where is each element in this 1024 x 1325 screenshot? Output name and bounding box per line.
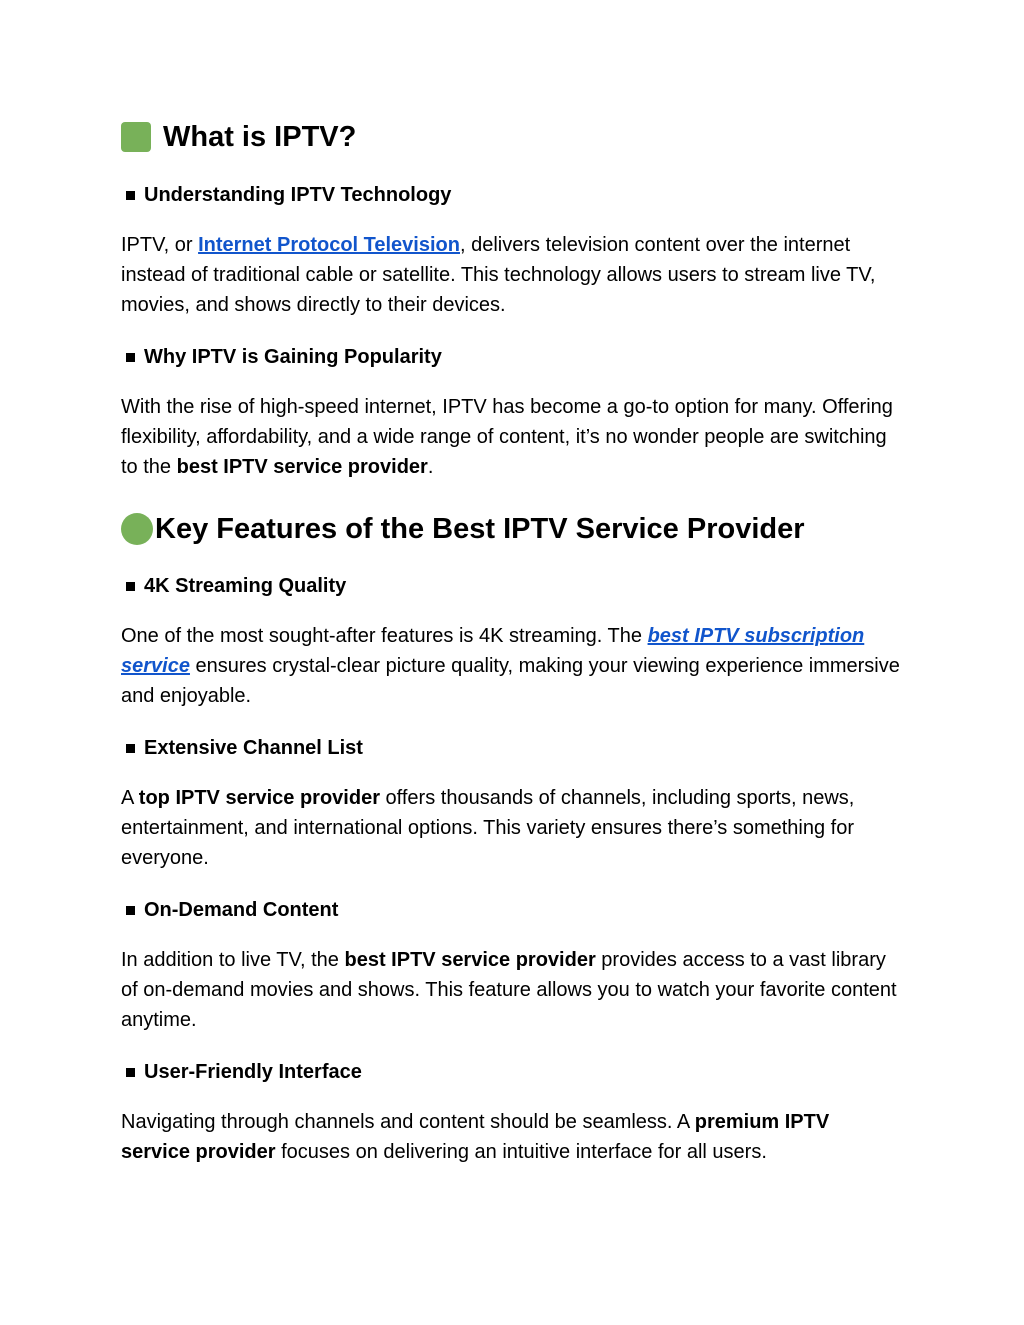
square-bullet-icon: [126, 191, 135, 200]
bold-phrase: top IPTV service provider: [138, 787, 380, 809]
subheading-text: User-Friendly Interface: [144, 1061, 362, 1083]
square-bullet-icon: [126, 744, 135, 753]
paragraph-on-demand: [121, 945, 901, 1035]
bold-phrase: best IPTV service provider: [344, 949, 596, 971]
subheading-4k-streaming: [121, 572, 901, 600]
paragraph-text: ensures crystal-clear picture quality, making your viewing experience immersive and enjoyable.: [121, 655, 900, 707]
square-bullet-icon: [126, 906, 135, 915]
subheading-channel-list: [121, 734, 901, 762]
paragraph-text: A: [121, 787, 139, 809]
subheading-text: Why IPTV is Gaining Popularity: [144, 346, 442, 368]
square-bullet-icon: [126, 582, 135, 591]
square-bullet-icon: [126, 353, 135, 362]
paragraph-text: IPTV, or: [121, 234, 199, 256]
section-heading-key-features: [121, 509, 901, 549]
square-bullet-icon: [126, 1068, 135, 1077]
paragraph-channel-list: [121, 783, 901, 873]
bold-phrase: premium IPTV service provider: [121, 1111, 830, 1163]
paragraph-text: With the rise of high-speed internet, IPTV has become a go-to option for many. Offering flexibility, affordability, and a wide range of content, it’s no wonder people are switching to the: [121, 396, 893, 478]
subheading-text: 4K Streaming Quality: [144, 575, 347, 597]
green-square-icon: [121, 122, 151, 152]
subheading-user-friendly: [121, 1058, 901, 1086]
paragraph-text: In addition to live TV, the: [121, 949, 345, 971]
subheading-text: On-Demand Content: [144, 899, 339, 921]
paragraph-understanding-iptv: [121, 230, 901, 320]
subheading-on-demand: [121, 896, 901, 924]
document-page: [121, 117, 901, 1167]
paragraph-user-friendly: [121, 1107, 901, 1167]
bold-phrase: best IPTV service provider: [176, 456, 428, 478]
section-heading-what-is-iptv: [121, 117, 901, 157]
paragraph-text: provides access to a vast library of on-demand movies and shows. This feature allows you to watch your favorite content anytime.: [121, 949, 897, 1031]
subheading-why-iptv-popular: [121, 343, 901, 371]
best-iptv-subscription-link[interactable]: best IPTV subscription service: [121, 625, 865, 677]
paragraph-text: One of the most sought-after features is 4K streaming. The: [121, 625, 648, 647]
subheading-text: Extensive Channel List: [144, 737, 363, 759]
paragraph-text: focuses on delivering an intuitive interface for all users.: [275, 1141, 767, 1163]
paragraph-text: offers thousands of channels, including sports, news, entertainment, and international options. This variety ensures there’s something for everyone.: [121, 787, 855, 869]
subheading-text: Understanding IPTV Technology: [144, 184, 452, 206]
section-heading-text: Key Features of the Best IPTV Service Provider: [155, 513, 805, 545]
internet-protocol-television-link[interactable]: Internet Protocol Television: [198, 234, 460, 256]
section-heading-text: What is IPTV?: [163, 121, 357, 153]
paragraph-4k-streaming: [121, 621, 901, 711]
paragraph-text: Navigating through channels and content should be seamless. A: [121, 1111, 695, 1133]
paragraph-text: .: [427, 456, 434, 478]
paragraph-text: , delivers television content over the internet instead of traditional cable or satellite. This technology allows users to stream live TV, movies, and shows directly to their devices.: [121, 234, 876, 316]
paragraph-why-iptv-popular: [121, 392, 901, 482]
subheading-understanding-iptv: [121, 181, 901, 209]
green-circle-icon: [121, 513, 153, 545]
